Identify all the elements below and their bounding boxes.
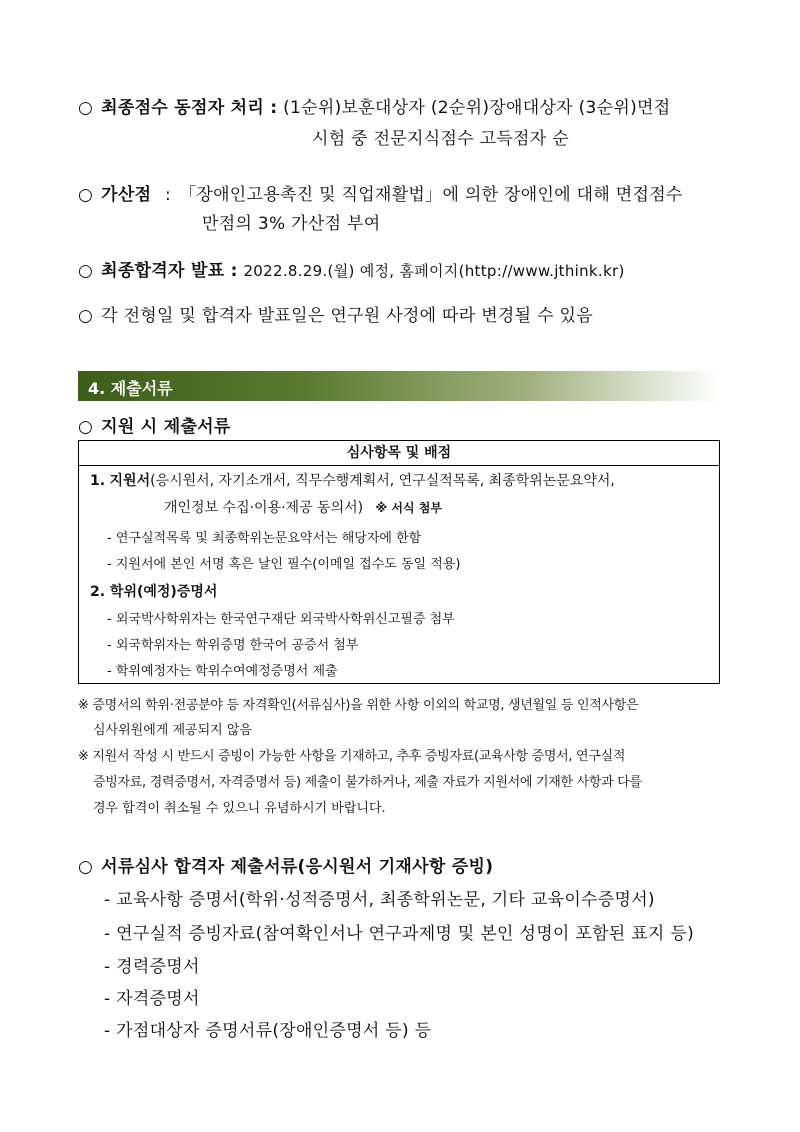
doc-item-1-number: 1. xyxy=(90,473,106,489)
doc-item-1-text-1: (응시원서, 자기소개서, 직무수행계획서, 연구실적목록, 최종학위논문요약서, xyxy=(150,473,615,489)
note-1-line-2: 심사위원에게 제공되지 않음 xyxy=(93,723,252,738)
tie-rule-text-1: (1순위)보훈대상자 (2순위)장애대상자 (3순위)면접 xyxy=(283,98,671,118)
schedule-note-item xyxy=(78,301,593,326)
section-header-bar xyxy=(78,371,720,401)
bonus-text-2: 만점의 3% 가산점 부여 xyxy=(202,214,381,234)
bullet-circle: ○ xyxy=(78,857,94,877)
doc-item-1-sub-1: - 연구실적목록 및 최종학위논문요약서는 해당자에 한함 xyxy=(107,531,422,546)
application-docs-heading xyxy=(78,412,231,437)
note-2-line-2: 증빙자료, 경력증명서, 자격증명서 등) 제출이 불가하거나, 제출 자료가 지원서에 기재한 사항과 다를 xyxy=(93,775,642,790)
bullet-circle: ○ xyxy=(78,306,94,326)
bullet-circle: ○ xyxy=(78,185,94,205)
bonus-label: 가산점 xyxy=(101,185,152,205)
bonus-item xyxy=(78,180,683,205)
screening-doc-2: - 연구실적 증빙자료(참여확인서나 연구과제명 및 본인 성명이 포함된 표지 등) xyxy=(104,924,695,944)
doc-item-1-line-2 xyxy=(164,497,442,517)
bonus-text-1: 「장애인고용촉진 및 직업재활법」에 의한 장애인에 대해 면접점수 xyxy=(179,185,683,205)
doc-item-1-sub-2: - 지원서에 본인 서명 혹은 날인 필수(이메일 접수도 동일 적용) xyxy=(107,557,461,572)
screening-doc-3: - 경력증명서 xyxy=(104,957,200,977)
screening-doc-1: - 교육사항 증명서(학위·성적증명서, 최종학위논문, 기타 교육이수증명서) xyxy=(104,890,655,910)
table-header: 심사항목 및 배점 xyxy=(79,441,719,466)
note-2-line-3: 경우 합격이 취소될 수 있으니 유념하시기 바랍니다. xyxy=(93,801,386,816)
documents-table xyxy=(78,440,720,684)
screening-docs-title: 서류심사 합격자 제출서류(응시원서 기재사항 증빙) xyxy=(101,857,494,877)
doc-item-2-sub-1: - 외국박사학위자는 한국연구재단 외국박사학위신고필증 첨부 xyxy=(107,612,455,627)
doc-item-1-text-2: 개인정보 수집·이용·제공 동의서) xyxy=(164,500,364,516)
bonus-colon: : xyxy=(165,185,172,205)
doc-item-2-sub-3: - 학위예정자는 학위수여예정증명서 제출 xyxy=(107,664,338,679)
screening-doc-4: - 자격증명서 xyxy=(104,989,200,1009)
announcement-label: 최종합격자 발표 : xyxy=(101,261,238,281)
section-title: 4. 제출서류 xyxy=(88,379,173,398)
doc-item-2-title: 2. 학위(예정)증명서 xyxy=(90,584,218,600)
tie-rule-label: 최종점수 동점자 처리 : xyxy=(101,98,278,118)
screening-doc-5: - 가점대상자 증명서류(장애인증명서 등) 등 xyxy=(104,1021,432,1041)
screening-docs-heading xyxy=(78,852,493,877)
note-2-line-1: ※ 지원서 작성 시 반드시 증빙이 가능한 사항을 기재하고, 추후 증빙자료(교육사항 증명서, 연구실적 xyxy=(78,749,626,764)
tie-rule-text-2: 시험 중 전문지식점수 고득점자 순 xyxy=(312,129,569,149)
tie-rule-item xyxy=(78,93,670,118)
doc-item-2-sub-2: - 외국학위자는 학위증명 한국어 공증서 첨부 xyxy=(107,638,359,653)
application-docs-title: 지원 시 제출서류 xyxy=(101,417,231,437)
doc-item-1 xyxy=(90,470,615,490)
bullet-circle: ○ xyxy=(78,417,94,437)
note-1-line-1: ※ 증명서의 학위·전공분야 등 자격확인(서류심사)을 위한 사항 이외의 학교명, 생년월일 등 인적사항은 xyxy=(78,698,639,713)
bullet-circle: ○ xyxy=(78,261,94,281)
announcement-item xyxy=(78,256,625,281)
announcement-text: 2022.8.29.(월) 예정, 홈페이지(http://www.jthink.kr) xyxy=(243,262,625,280)
bullet-circle: ○ xyxy=(78,98,94,118)
doc-item-1-label: 지원서 xyxy=(109,473,151,489)
form-attached-note: ※ 서식 첨부 xyxy=(375,501,442,515)
schedule-note-text: 각 전형일 및 합격자 발표일은 연구원 사정에 따라 변경될 수 있음 xyxy=(101,306,593,326)
